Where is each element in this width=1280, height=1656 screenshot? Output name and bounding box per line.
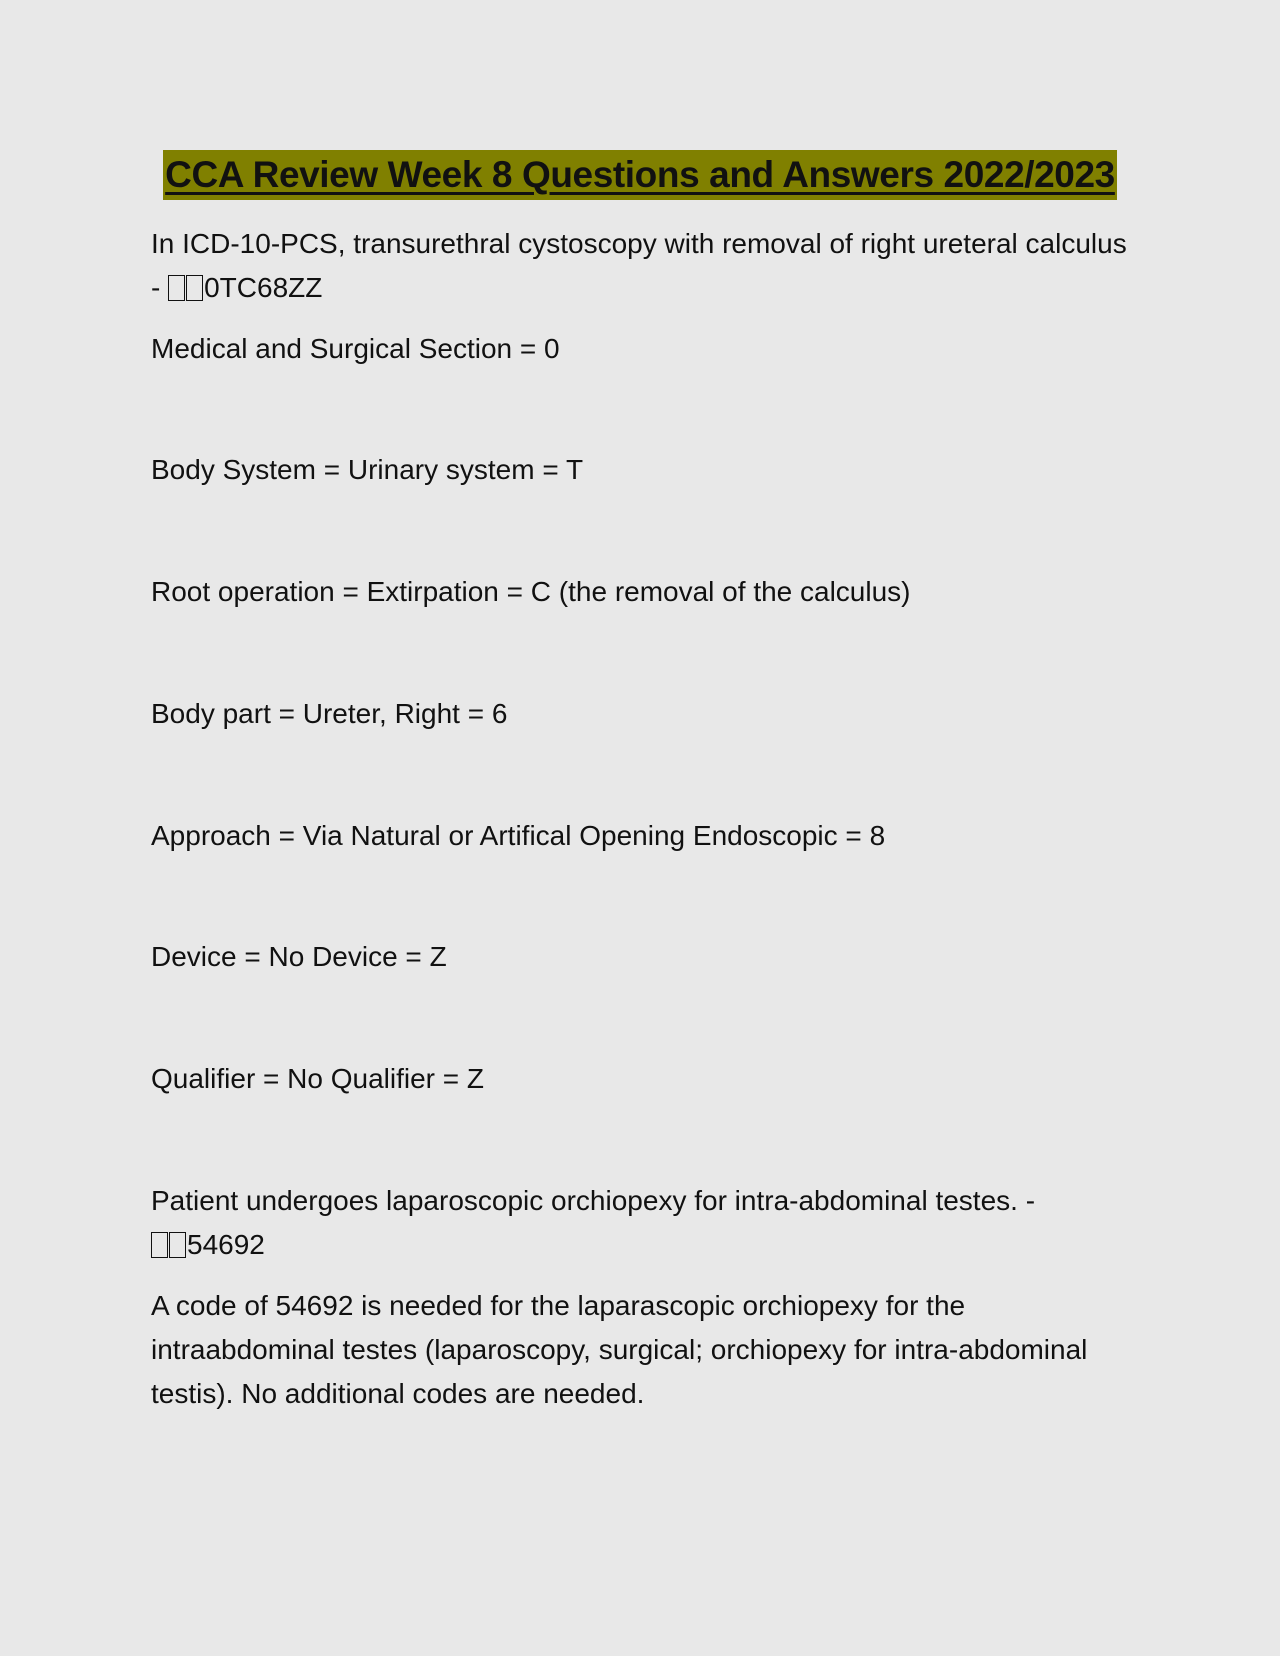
missing-glyph-box-icon (168, 275, 185, 301)
q1-line-device: Device = No Device = Z (151, 941, 447, 972)
question-1-text: In ICD-10-PCS, transurethral cystoscopy with removal of right ureteral calculus - (151, 228, 1127, 303)
question-2-text: Patient undergoes laparoscopic orchiopexy for intra-abdominal testes. - (151, 1185, 1036, 1216)
q1-line-body-part: Body part = Ureter, Right = 6 (151, 698, 508, 729)
missing-glyph-box-icon (186, 275, 203, 301)
question-1-answer-code: 0TC68ZZ (204, 272, 323, 303)
missing-glyph-box-icon (151, 1232, 168, 1258)
question-2 (151, 1179, 1141, 1267)
q1-line-approach: Approach = Via Natural or Artifical Opening Endoscopic = 8 (151, 820, 886, 851)
question-2-explanation: A code of 54692 is needed for the laparascopic orchiopexy for the intraabdominal testes (laparoscopy, surgical; orchiopexy for intra-abdominal testis). No additional codes are needed. (151, 1290, 1088, 1409)
document-title: CCA Review Week 8 Questions and Answers 2022/2023 (163, 150, 1117, 200)
title-container (0, 150, 1280, 200)
q1-line-body-system: Body System = Urinary system = T (151, 454, 584, 485)
question-2-answer-code: 54692 (187, 1229, 265, 1260)
q1-line-qualifier: Qualifier = No Qualifier = Z (151, 1063, 485, 1094)
missing-glyph-box-icon (169, 1232, 186, 1258)
question-1 (151, 222, 1141, 310)
q1-line-section: Medical and Surgical Section = 0 (151, 333, 560, 364)
q1-line-root-operation: Root operation = Extirpation = C (the removal of the calculus) (151, 576, 911, 607)
